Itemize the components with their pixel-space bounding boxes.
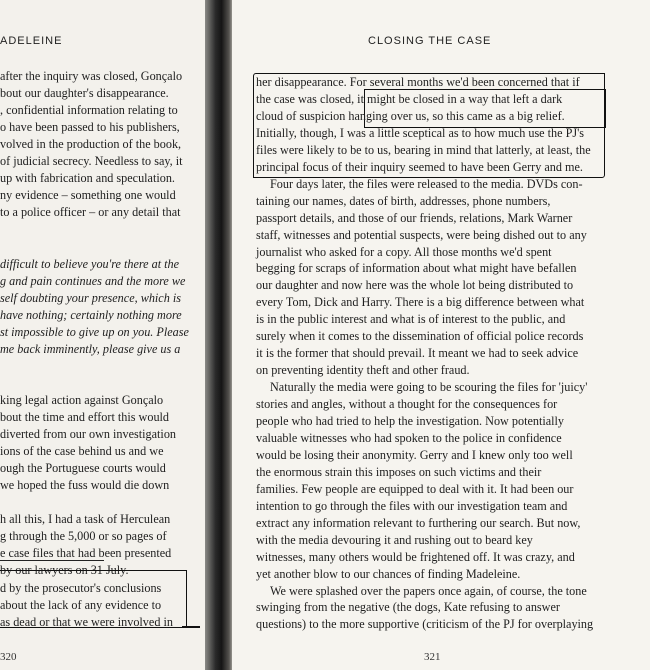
text-line: her disappearance. For several months we'd been concerned that if [256,75,580,89]
left-running-head: ADELEINE [0,35,63,47]
text-line: g and pain continues and the more we [0,273,186,288]
text-line: Naturally the media were going to be scouring the files for 'juicy' [270,380,588,395]
text-line: up with fabrication and speculation. [0,171,175,186]
text-line: We were splashed over the papers once again, of course, the tone [270,583,587,598]
text-line: the case was closed, it might be closed in a way that left a dark [256,91,563,106]
text-line: would be losing their anonymity. Gerry and I knew only too well [256,447,573,462]
text-line: people who had tried to help the investigation. Now potentially [256,414,565,428]
text-line: questions) to the more supportive (criticism of the PJ for overplaying [256,617,594,632]
text-line: after the inquiry was closed, Gonçalo [0,69,183,83]
text-line: Four days later, the files were released to the media. DVDs con- [270,176,583,191]
text-line: surely when it comes to the dissemination of official police records [256,329,584,344]
text-line: it is the former that should prevail. It meant we had to seek advice [256,346,579,361]
text-line: have nothing; certainly nothing more [0,307,182,322]
text-line: our daughter and now here was the whole lot being distributed to [256,278,574,293]
text-line: bout our daughter's disappearance. [0,86,169,101]
text-line: cloud of suspicion hanging over us, so this came as a big relief. [256,108,565,123]
text-line: every Tom, Dick and Harry. There is a big difference between what [256,295,585,310]
text-line: witnesses, many others would be frightened off. It was crazy, and [256,549,575,564]
text-line: d by the prosecutor's conclusions [0,580,162,595]
text-line: staff, witnesses and potential suspects, were being dished out to any [256,227,587,242]
text-line: st impossible to give up on you. Please [0,324,189,339]
text-line: passport details, and those of our friends, relations, Mark Warner [256,210,573,225]
text-line: extract any information relevant to furthering our search. But now, [256,515,581,530]
right-page-number: 321 [424,651,441,663]
text-line: king legal action against Gonçalo [0,392,164,407]
left-page-number: 320 [0,651,17,663]
text-line: the enormous strain this imposes on such victims and their [256,464,542,479]
text-line: to a police officer – or any detail that [0,205,181,220]
text-line: me back imminently, please give us a [0,341,181,356]
text-line: h all this, I had a task of Herculean [0,512,171,527]
text-line: stories and angles, without a thought for the consequences for [256,397,558,412]
text-line: with the media devouring it and rushing out to beard key [256,532,533,547]
text-line: as dead or that we were involved in [0,614,173,629]
right-page [232,0,650,670]
text-line: intention to go through the files with our investigation team and [256,498,568,513]
handwritten-underline [0,560,104,561]
text-line: is in the public interest and what is of interest to the public, and [256,312,566,327]
text-line: g through the 5,000 or so pages of [0,529,167,544]
text-line: , confidential information relating to [0,103,178,118]
text-line: ny evidence – something one would [0,188,176,203]
text-line: diverted from our own investigation [0,427,177,442]
text-line: taining our names, dates of birth, addresses, phone numbers, [256,193,551,208]
text-line: self doubting your presence, which is [0,290,181,305]
text-line: of judicial secrecy. Needless to say, it [0,154,183,169]
handwritten-bracket-tick [182,626,200,628]
text-line: bout the time and effort this would [0,410,170,424]
text-line: families. Few people are equipped to deal with it. It had been our [256,481,574,496]
text-line: we hoped the fuss would die down [0,478,170,493]
text-line: ions of the case behind us and we [0,444,164,459]
left-page [0,0,212,670]
right-running-head: CLOSING THE CASE [368,35,492,47]
text-line: by our lawyers on 31 July. [0,563,129,578]
text-line: files were likely to be to us, bearing in mind that latterly, at least, the [256,142,591,157]
text-line: yet another blow to our chances of finding Madeleine. [256,566,521,581]
text-line: on preventing identity theft and other fraud. [256,363,470,378]
text-line: principal focus of their inquiry seemed to have been Gerry and me. [256,159,583,174]
book-gutter [205,0,235,670]
text-line: volved in the production of the book, [0,137,182,152]
text-line: begging for scraps of information about what might have befallen [256,261,577,276]
text-line: e case files that had been presented [0,546,172,561]
text-line: valuable witnesses who had spoken to the police in confidence [256,430,562,445]
text-line: Initially, though, I was a little sceptical as to how much use the PJ's [256,125,585,140]
text-line: about the lack of any evidence to [0,597,162,612]
text-line: o have been passed to his publishers, [0,120,180,135]
text-line: swinging from the negative (the dogs, Kate refusing to answer [256,600,560,615]
text-line: difficult to believe you're there at the [0,256,180,271]
text-line: journalist who asked for a copy. All those months we'd spent [256,244,552,259]
text-line: ough the Portuguese courts would [0,461,166,476]
